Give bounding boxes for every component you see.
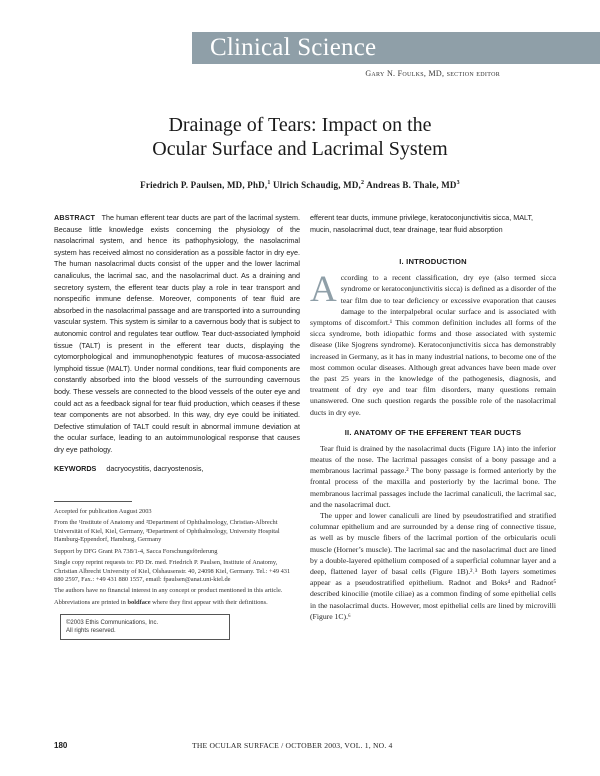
- author-1-affiliation: 1: [267, 180, 271, 186]
- anatomy-paragraph-2: The upper and lower canaliculi are lined by pseudostratified and stratified columnar epithelium and are surrounded by a dense ring of connective tissue, as well as by muscle fibers of the lacrimal portion of the orbicularis oculi muscle (Horner’s muscle). The lacrimal sac and the nasolacrimal duct are lined by a double-layered epithelium composed of a superficial columnar layer and a deep, flattened layer of basal cells (Figure 1B).²˒³ Both layers sometimes appear as a pseudostratified epithelium. Radnot and Boks⁴ and Radnot⁵ described kinocilie (motile ciliae) as a common finding of some epithelial cells in the nasolacrimal ducts. However, most epithelial cells are lined by microvilli (Figure 1C).⁶: [310, 511, 556, 621]
- left-column: [54, 212, 300, 640]
- abbrev-bold: boldface: [127, 598, 151, 606]
- abstract: [54, 212, 300, 455]
- abstract-text: The human efferent tear ducts are part of the lacrimal system. Because little knowledge exists concerning the physiology of the nasolacrimal system, and hence its pathophysiology, the nasolacrimal system has received almost no consideration as a possible factor in dry eye. The human nasolacrimal ducts consist of the upper and the lower lacrimal canaliculus, the lacrimal sac, and the nasolacrimal duct. As a draining and secretory system, the efferent tear ducts play a role in tear transport and nonspecific immune defense. Moreover, components of tear fluid are absorbed in the nasolacrimal passage and are transported into a surrounding vascular system. This system is similar to a cavernous body that is subject to autonomic control and regulates tear outflow. Tear duct-associated lymphoid tissue (TALT) is present in the efferent tear ducts, displaying the cytomorphological and immunophenotypic features of mucosa-associated lymphoid tissue (MALT). Under normal conditions, tear fluid components are constantly absorbed into the blood vessels of the surrounding cavernous body. These vessels are connected to the blood vessels of the outer eye and could act as a feedback signal for tear fluid production, which ceases if these tear components are not absorbed. In this way, dry eye could be initiated. Defective stimulation of TALT could result in abnormal immune deviation at the ocular surface, leading to an autoimmunological response that causes dry eye pathology.: [54, 213, 300, 454]
- intro-heading: I. INTRODUCTION: [399, 257, 467, 267]
- author-2-affiliation: 2: [361, 180, 365, 186]
- section-title: Clinical Science: [210, 34, 377, 61]
- drop-cap: A: [310, 269, 337, 311]
- anatomy-heading: II. ANATOMY OF THE EFFERENT TEAR DUCTS: [344, 427, 522, 437]
- copyright-line-1: ©2003 Ethis Communications, Inc.: [66, 620, 159, 627]
- right-column: [310, 212, 556, 622]
- author-3-affiliation: 3: [456, 180, 460, 186]
- author-list: [0, 180, 600, 190]
- abbrev-end: where they first appear with their definitions.: [152, 598, 268, 606]
- footnote-abbreviations: [54, 599, 300, 607]
- keywords-continued: efferent tear ducts, immune privilege, keratoconjunctivitis sicca, MALT, mucin, nasolacrimal duct, tear drainage, tear fluid absorption: [310, 213, 534, 234]
- section-banner: [192, 32, 600, 64]
- footnote-affiliations: From the ¹Institute of Anatomy and ²Department of Ophthalmology, Christian-Albrecht Universität of Kiel, Kiel, Germany, ³Department of Ophthalmology, University Hospital Hamburg-Eppendorf, Hamburg, Germany: [54, 519, 280, 544]
- intro-paragraph-1-text: ccording to a recent classification, dry eye (also termed sicca syndrome or keratoconjunctivitis sicca) is defined as a disorder of the tear film due to tear deficiency or excessive evaporation that causes damage to the interpalpebral ocular surface and is associated with symptoms of discomfort.¹ This common definition includes all forms of the sicca syndrome, both idiopathic forms and those associated with systemic disease (like Sjogrens syndrome). Keratoconjunctivitis sicca has demonstrably increased in Germany, as it has in many industrial nations, to become one of the most common ocular diseases. Although great advances have been made over the past 25 years in the knowledge of the pathogenesis, diagnosis, and treatment of dry eye and tear film disorders, many questions remain unanswered. One such question regards the possible role of the nasolacrimal ducts in dry eye.: [310, 273, 556, 417]
- keywords-label: KEYWORDS: [54, 464, 97, 474]
- anatomy-body: [310, 443, 556, 622]
- footnote-divider: [54, 501, 132, 502]
- author-1: Friedrich P. Paulsen, MD, PhD,: [140, 180, 268, 190]
- journal-footer: THE OCULAR SURFACE / OCTOBER 2003, VOL. 1, NO. 4: [192, 741, 393, 750]
- copyright-line-2: All rights reserved.: [66, 628, 116, 635]
- footnote-accepted: Accepted for publication August 2003: [54, 508, 152, 516]
- footnote-interest: The authors have no financial interest in any concept or product mentioned in this article.: [54, 587, 283, 595]
- article-title-line-1: Drainage of Tears: Impact on the: [168, 114, 432, 136]
- keywords-start: dacryocystitis, dacryostenosis,: [106, 464, 204, 474]
- footnotes: [54, 508, 300, 607]
- author-2: Ulrich Schaudig, MD,: [273, 180, 362, 190]
- article-title-line-2: Ocular Surface and Lacrimal System: [152, 138, 448, 160]
- intro-body: [310, 269, 556, 418]
- footnote-support: Support by DFG Grant PA 738/1-4, Sacca Forschungsförderung: [54, 547, 218, 555]
- anatomy-paragraph-1: Tear fluid is drained by the nasolacrimal ducts (Figure 1A) into the inferior meatus of the nose. The lacrimal passages consist of a bony passage and a membranous lacrimal passage.² The bony passage is formed anteriorly by the frontal process of the maxilla and posteriorly by the lacrimal bone. The membranous lacrimal passages include the lacrimal canaliculi, the lacrimal sac, and the nasolacrimal duct.: [310, 443, 556, 509]
- author-3: Andreas B. Thale, MD: [366, 180, 457, 190]
- section-editor: [365, 69, 500, 78]
- footnote-reprint: Single copy reprint requests to: PD Dr. med. Friedrich P. Paulsen, Institute of Anatomy, Christian Albrecht University of Kiel, Olshausenstr. 40, 24098 Kiel, Germany. Tel.: +49 431 880 2597, Fax.: +49 431 880 1557, email: fpaulsen@anat.uni-kiel.de: [54, 559, 291, 583]
- page-number: 180: [54, 741, 68, 750]
- keywords: [54, 463, 300, 475]
- section-editor-role: section editor: [446, 69, 500, 78]
- article-title: [0, 113, 600, 161]
- copyright-box: [60, 614, 230, 640]
- abstract-label: ABSTRACT: [54, 213, 96, 222]
- intro-paragraph-1: [310, 269, 556, 418]
- section-editor-name: Gary N. Foulks, MD,: [365, 69, 445, 78]
- abbrev-start: Abbreviations are printed in: [54, 598, 126, 606]
